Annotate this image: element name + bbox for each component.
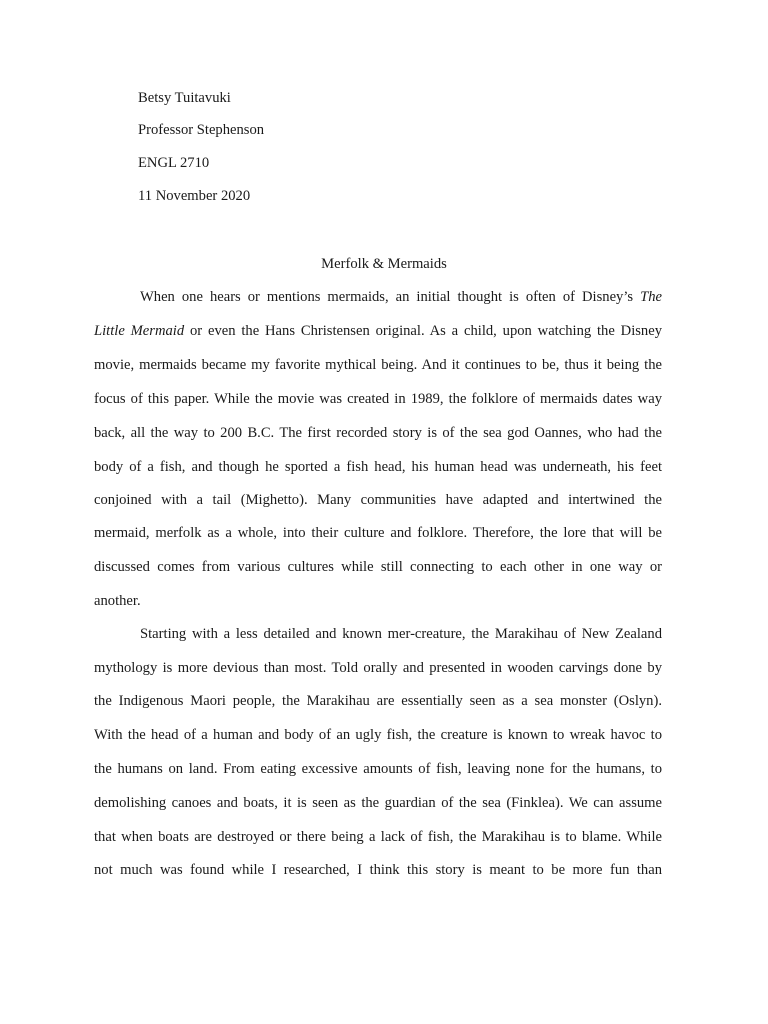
paragraph-2-line-5: the humans on land. From eating excessive amounts of fish, leaving none for the humans, to [94, 761, 662, 777]
paragraph-1-line-10: another. [94, 593, 141, 609]
paragraph-2-line-4: With the head of a human and body of an ugly fish, the creature is known to wreak havoc to [94, 727, 662, 743]
course-code: ENGL 2710 [138, 155, 210, 171]
paragraph-2-line-3: the Indigenous Maori people, the Marakihau are essentially seen as a sea monster (Oslyn). [94, 693, 662, 709]
paragraph-2-line-8: not much was found while I researched, I think this story is meant to be more fun than [94, 862, 662, 878]
paragraph-1-line-9: discussed comes from various cultures while still connecting to each other in one way or [94, 559, 662, 575]
paragraph-1-line-1: When one hears or mentions mermaids, an initial thought is often of Disney’s The [140, 289, 662, 305]
paper-title: Merfolk & Mermaids [321, 256, 447, 272]
paragraph-2-line-2: mythology is more devious than most. Told orally and presented in wooden carvings done by [94, 660, 662, 676]
paragraph-1-line-3: movie, mermaids became my favorite mythical being. And it continues to be, thus it being the [94, 357, 662, 373]
paragraph-1-line-7: conjoined with a tail (Mighetto). Many communities have adapted and intertwined the [94, 492, 662, 508]
paragraph-2-line-7: that when boats are destroyed or there being a lack of fish, the Marakihau is to blame. While [94, 829, 662, 845]
paragraph-1-line-6: body of a fish, and though he sported a fish head, his human head was underneath, his feet [94, 459, 662, 475]
submission-date: 11 November 2020 [138, 188, 251, 204]
paragraph-1-line-8: mermaid, merfolk as a whole, into their culture and folklore. Therefore, the lore that will be [94, 525, 662, 541]
paragraph-1-line-2: Little Mermaid or even the Hans Christensen original. As a child, upon watching the Disney [94, 323, 662, 339]
author-name: Betsy Tuitavuki [138, 90, 231, 106]
paragraph-1-line-4: focus of this paper. While the movie was created in 1989, the folklore of mermaids dates way [94, 391, 662, 407]
professor-name: Professor Stephenson [138, 122, 265, 138]
paragraph-2-line-1: Starting with a less detailed and known mer-creature, the Marakihau of New Zealand [140, 626, 662, 642]
paragraph-2-line-6: demolishing canoes and boats, it is seen as the guardian of the sea (Finklea). We can assume [94, 795, 662, 811]
paragraph-1-line-5: back, all the way to 200 B.C. The first recorded story is of the sea god Oannes, who had the [94, 425, 662, 441]
